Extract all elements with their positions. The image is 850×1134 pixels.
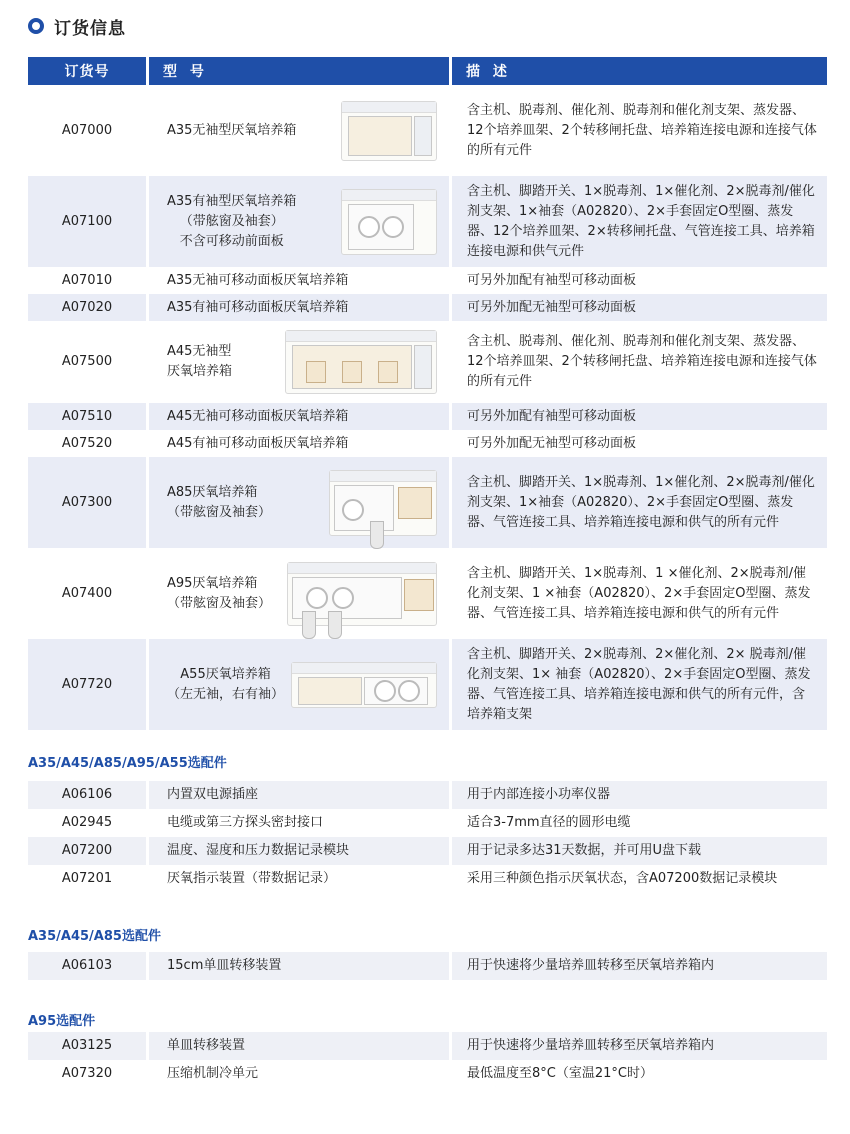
model-name: A35无袖可移动面板厌氧培养箱 <box>146 267 449 294</box>
order-code: A02945 <box>28 809 146 837</box>
order-code: A07500 <box>28 321 146 403</box>
description: 可另外加配无袖型可移动面板 <box>449 430 827 457</box>
table-row <box>28 457 827 548</box>
table-row <box>28 321 827 403</box>
description: 采用三种颜色指示厌氧状态，含A07200数据记录模块 <box>449 865 827 893</box>
model-name: A45无袖可移动面板厌氧培养箱 <box>146 403 449 430</box>
model-name: A35有袖型厌氧培养箱 （带舷窗及袖套） 不含可移动前面板 <box>167 193 297 249</box>
page-title: 订货信息 <box>54 18 126 39</box>
a35-sleeved-chamber-image <box>341 189 437 255</box>
bullet-ring-icon <box>28 18 44 34</box>
description: 最低温度至8°C（室温21°C时） <box>449 1060 827 1088</box>
table-row <box>28 267 827 294</box>
table-row <box>28 1032 827 1060</box>
accessories-table <box>28 952 827 980</box>
accessories-table <box>28 1032 827 1088</box>
order-code: A07201 <box>28 865 146 893</box>
model-name: A35无袖型厌氧培养箱 <box>167 122 297 138</box>
description: 用于快速将少量培养皿转移至厌氧培养箱内 <box>449 952 827 980</box>
description: 可另外加配无袖型可移动面板 <box>449 294 827 321</box>
order-code: A07010 <box>28 267 146 294</box>
a85-chamber-image <box>329 470 437 536</box>
model-name: A55厌氧培养箱 （左无袖，右有袖） <box>167 666 285 702</box>
description: 可另外加配有袖型可移动面板 <box>449 403 827 430</box>
description: 含主机、脱毒剂、催化剂、脱毒剂和催化剂支架、蒸发器、12个培养皿架、2个转移闸托盘、培养箱连接电源和连接气体的所有元件 <box>449 321 827 403</box>
section-title: A95选配件 <box>28 1014 96 1029</box>
section-title: A35/A45/A85选配件 <box>28 929 161 944</box>
table-row <box>28 809 827 837</box>
table-row <box>28 781 827 809</box>
column-header-code: 订货号 <box>28 57 146 85</box>
column-header-description: 描 述 <box>449 57 827 85</box>
description: 含主机、脚踏开关、1×脱毒剂、1×催化剂、2×脱毒剂/催化剂支架、1×袖套（A02820）、2×手套固定O型圈、蒸发器、12个培养皿架、2×转移闸托盘、气管连接工具、培养箱连接电源和供气元件 <box>449 176 827 267</box>
a45-sleeveless-chamber-image <box>285 330 437 394</box>
description: 用于记录多达31天数据，并可用U盘下载 <box>449 837 827 865</box>
column-header-model: 型 号 <box>146 57 449 85</box>
table-row <box>28 1060 827 1088</box>
a95-chamber-image <box>287 562 437 626</box>
order-code: A07720 <box>28 639 146 730</box>
order-code: A07510 <box>28 403 146 430</box>
a55-chamber-image <box>291 662 437 708</box>
description: 含主机、脚踏开关、2×脱毒剂、2×催化剂、2× 脱毒剂/催化剂支架、1× 袖套（A02820）、2×手套固定O型圈、蒸发器、气管连接工具、培养箱连接电源和供气的所有元件，含培养箱支架 <box>449 639 827 730</box>
order-code: A07000 <box>28 85 146 176</box>
description: 适合3-7mm直径的圆形电缆 <box>449 809 827 837</box>
model-name: A45有袖可移动面板厌氧培养箱 <box>146 430 449 457</box>
description: 用于快速将少量培养皿转移至厌氧培养箱内 <box>449 1032 827 1060</box>
table-row <box>28 952 827 980</box>
model-name: A85厌氧培养箱 （带舷窗及袖套） <box>167 484 272 520</box>
table-row <box>28 176 827 267</box>
table-row <box>28 548 827 639</box>
accessory-name: 厌氧指示装置（带数据记录） <box>146 865 449 893</box>
order-code: A07400 <box>28 548 146 639</box>
description: 含主机、脱毒剂、催化剂、脱毒剂和催化剂支架、蒸发器、12个培养皿架、2个转移闸托盘、培养箱连接电源和连接气体的所有元件 <box>449 85 827 176</box>
order-code: A07100 <box>28 176 146 267</box>
accessory-name: 电缆或第三方探头密封接口 <box>146 809 449 837</box>
table-row <box>28 85 827 176</box>
model-name: A95厌氧培养箱 （带舷窗及袖套） <box>167 575 272 611</box>
accessory-name: 压缩机制冷单元 <box>146 1060 449 1088</box>
model-name: A45无袖型 厌氧培养箱 <box>167 344 233 379</box>
order-code: A07520 <box>28 430 146 457</box>
description: 用于内部连接小功率仪器 <box>449 781 827 809</box>
order-code: A07020 <box>28 294 146 321</box>
description: 可另外加配有袖型可移动面板 <box>449 267 827 294</box>
order-code: A03125 <box>28 1032 146 1060</box>
accessory-name: 单皿转移装置 <box>146 1032 449 1060</box>
description: 含主机、脚踏开关、1×脱毒剂、1 ×催化剂、2×脱毒剂/催化剂支架、1 ×袖套（A02820）、2×手套固定O型圈、蒸发器、气管连接工具、培养箱连接电源和供气的所有元件 <box>449 548 827 639</box>
order-code: A07300 <box>28 457 146 548</box>
section-title: A35/A45/A85/A95/A55选配件 <box>28 756 227 771</box>
table-row <box>28 837 827 865</box>
table-header-row <box>28 57 827 85</box>
order-code: A07200 <box>28 837 146 865</box>
order-code: A06106 <box>28 781 146 809</box>
accessory-name: 15cm单皿转移装置 <box>146 952 449 980</box>
accessory-name: 内置双电源插座 <box>146 781 449 809</box>
order-code: A07320 <box>28 1060 146 1088</box>
table-row <box>28 865 827 893</box>
order-code: A06103 <box>28 952 146 980</box>
table-row <box>28 430 827 457</box>
ordering-table <box>28 57 827 730</box>
table-row <box>28 403 827 430</box>
accessory-name: 温度、湿度和压力数据记录模块 <box>146 837 449 865</box>
a35-sleeveless-chamber-image <box>341 101 437 161</box>
table-row <box>28 639 827 730</box>
accessories-table <box>28 781 827 893</box>
table-row <box>28 294 827 321</box>
section-header <box>28 14 126 38</box>
model-name: A35有袖可移动面板厌氧培养箱 <box>146 294 449 321</box>
description: 含主机、脚踏开关、1×脱毒剂、1×催化剂、2×脱毒剂/催化剂支架、1×袖套（A02820）、2×手套固定O型圈、蒸发器、气管连接工具、培养箱连接电源和供气的所有元件 <box>449 457 827 548</box>
